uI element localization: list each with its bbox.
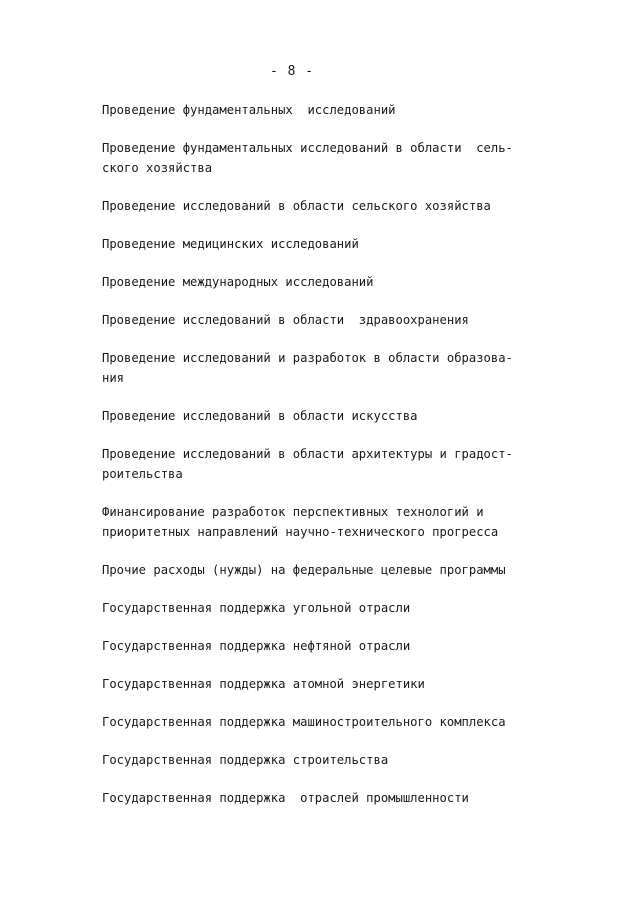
budget-item-list bbox=[102, 100, 542, 826]
list-item: Проведение фундаментальных исследований bbox=[102, 103, 396, 117]
list-item: Финансирование разработок перспективных технологий и приоритетных направлений научно-технического прогресса bbox=[102, 505, 499, 539]
page-number: - 8 - bbox=[270, 64, 315, 79]
list-item: Проведение исследований и разработок в области образова- ния bbox=[102, 351, 513, 385]
list-item: Государственная поддержка машиностроительного комплекса bbox=[102, 715, 506, 729]
list-item: Государственная поддержка атомной энергетики bbox=[102, 677, 425, 691]
list-item: Государственная поддержка отраслей промышленности bbox=[102, 791, 469, 805]
list-item: Проведение медицинских исследований bbox=[102, 237, 359, 251]
list-item: Проведение исследований в области архитектуры и градост- роительства bbox=[102, 447, 513, 481]
list-item: Проведение международных исследований bbox=[102, 275, 374, 289]
list-item: Государственная поддержка угольной отрасли bbox=[102, 601, 411, 615]
list-item: Проведение исследований в области искусства bbox=[102, 409, 418, 423]
list-item: Государственная поддержка нефтяной отрасли bbox=[102, 639, 411, 653]
list-item: Прочие расходы (нужды) на федеральные целевые программы bbox=[102, 563, 506, 577]
list-item: Проведение фундаментальных исследований в области сель- ского хозяйства bbox=[102, 141, 513, 175]
list-item: Проведение исследований в области сельского хозяйства bbox=[102, 199, 491, 213]
list-item: Государственная поддержка строительства bbox=[102, 753, 389, 767]
list-item: Проведение исследований в области здравоохранения bbox=[102, 313, 469, 327]
